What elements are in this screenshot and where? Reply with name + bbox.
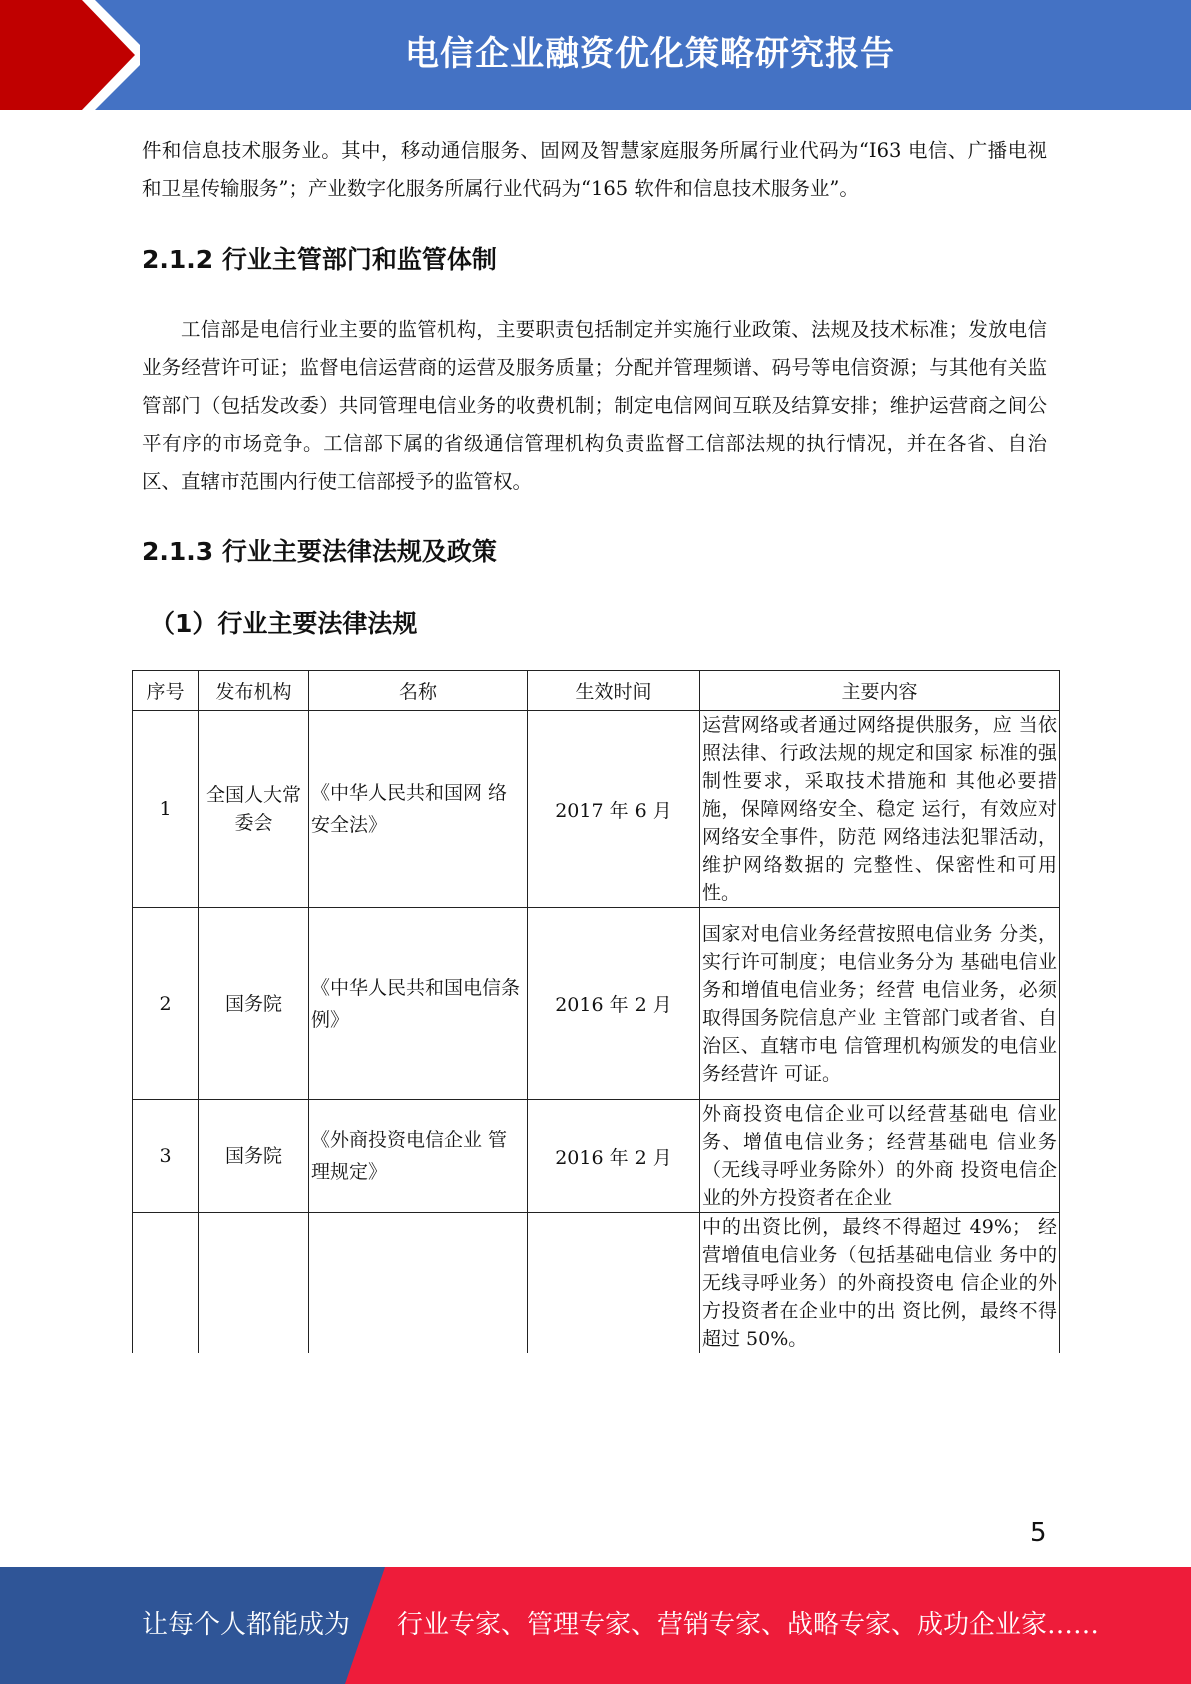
row-content: 中的出资比例，最终不得超过 49%； 经营增值电信业务（包括基础电信业 务中的无线寻呼业务）的外商投资电 信企业的外方投资者在企业中的出 资比例，最终不得超过 50%。 (700, 1213, 1060, 1354)
page-number: 5 (1030, 1518, 1047, 1548)
row-org: 全国人大常委会 (199, 711, 309, 908)
row-org (199, 1213, 309, 1354)
header-cell-content: 主要内容 (700, 671, 1060, 711)
row-date: 2016 年 2 月 (528, 1100, 700, 1213)
row-org: 国务院 (199, 908, 309, 1100)
laws-table (132, 670, 1060, 1353)
regulator-paragraph: 工信部是电信行业主要的监管机构，主要职责包括制定并实施行业政策、法规及技术标准；发放电信业务经营许可证；监督电信运营商的运营及服务质量；分配并管理频谱、码号等电信资源；与其他有关监管部门（包括发改委）共同管理电信业务的收费机制；制定电信网间互联及结算安排；维护运营商之间公平有序的市场竞争。工信部下属的省级通信管理机构负责监督工信部法规的执行情况，并在各省、自治区、直辖市范围内行使工信部授予的监管权。 (142, 318, 1047, 493)
row-number: 2 (133, 908, 199, 1100)
row-content: 国家对电信业务经营按照电信业务 分类，实行许可制度；电信业务分为 基础电信业务和增值电信业务；经营 电信业务，必须取得国务院信息产业 主管部门或者省、自治区、直辖市电 信管理机构颁发的电信业务经营许 可证。 (700, 908, 1060, 1100)
footer-slogan-left: 让每个人都能成为 (142, 1610, 351, 1640)
header-arrow-decoration (0, 0, 140, 110)
row-number (133, 1213, 199, 1354)
header-cell-name: 名称 (309, 671, 528, 711)
row-date: 2017 年 6 月 (528, 711, 700, 908)
row-number: 1 (133, 711, 199, 908)
section-heading-2-1-2: 2.1.2 行业主管部门和监管体制 (142, 245, 497, 274)
footer-slogan-right: 行业专家、管理专家、营销专家、战略专家、成功企业家…… (397, 1610, 1100, 1640)
row-org: 国务院 (199, 1100, 309, 1213)
subsection-heading-laws: （1）行业主要法律法规 (150, 609, 418, 638)
table-header-row (133, 671, 1060, 711)
section-heading-2-1-3: 2.1.3 行业主要法律法规及政策 (142, 537, 497, 566)
row-name (309, 1213, 528, 1354)
header-cell-no: 序号 (133, 671, 199, 711)
table-row (133, 908, 1060, 1100)
intro-paragraph: 件和信息技术服务业。其中，移动通信服务、固网及智慧家庭服务所属行业代码为“I63 电信、广播电视和卫星传输服务”；产业数字化服务所属行业代码为“165 软件和信息技术服务业”。 (142, 139, 1047, 200)
header-cell-org: 发布机构 (199, 671, 309, 711)
row-content: 运营网络或者通过网络提供服务，应 当依照法律、行政法规的规定和国家 标准的强制性要求，采取技术措施和 其他必要措施，保障网络安全、稳定 运行，有效应对网络安全事件，防范 网络违法犯罪活动，维护网络数据的 完整性、保密性和可用性。 (700, 711, 1060, 908)
row-date (528, 1213, 700, 1354)
row-date: 2016 年 2 月 (528, 908, 700, 1100)
row-content: 外商投资电信企业可以经营基础电 信业务、增值电信业务；经营基础电 信业务（无线寻呼业务除外）的外商 投资电信企业的外方投资者在企业 (700, 1100, 1060, 1213)
report-title: 电信企业融资优化策略研究报告 (405, 34, 895, 74)
row-number: 3 (133, 1100, 199, 1213)
table-row (133, 1100, 1060, 1213)
row-name: 《中华人民共和国网 络安全法》 (309, 711, 528, 908)
page-footer (0, 1567, 1191, 1684)
row-name: 《中华人民共和国电信条例》 (309, 908, 528, 1100)
page-header (0, 0, 1191, 110)
header-cell-date: 生效时间 (528, 671, 700, 711)
row-name: 《外商投资电信企业 管理规定》 (309, 1100, 528, 1213)
table-row (133, 711, 1060, 908)
table-row (133, 1213, 1060, 1354)
